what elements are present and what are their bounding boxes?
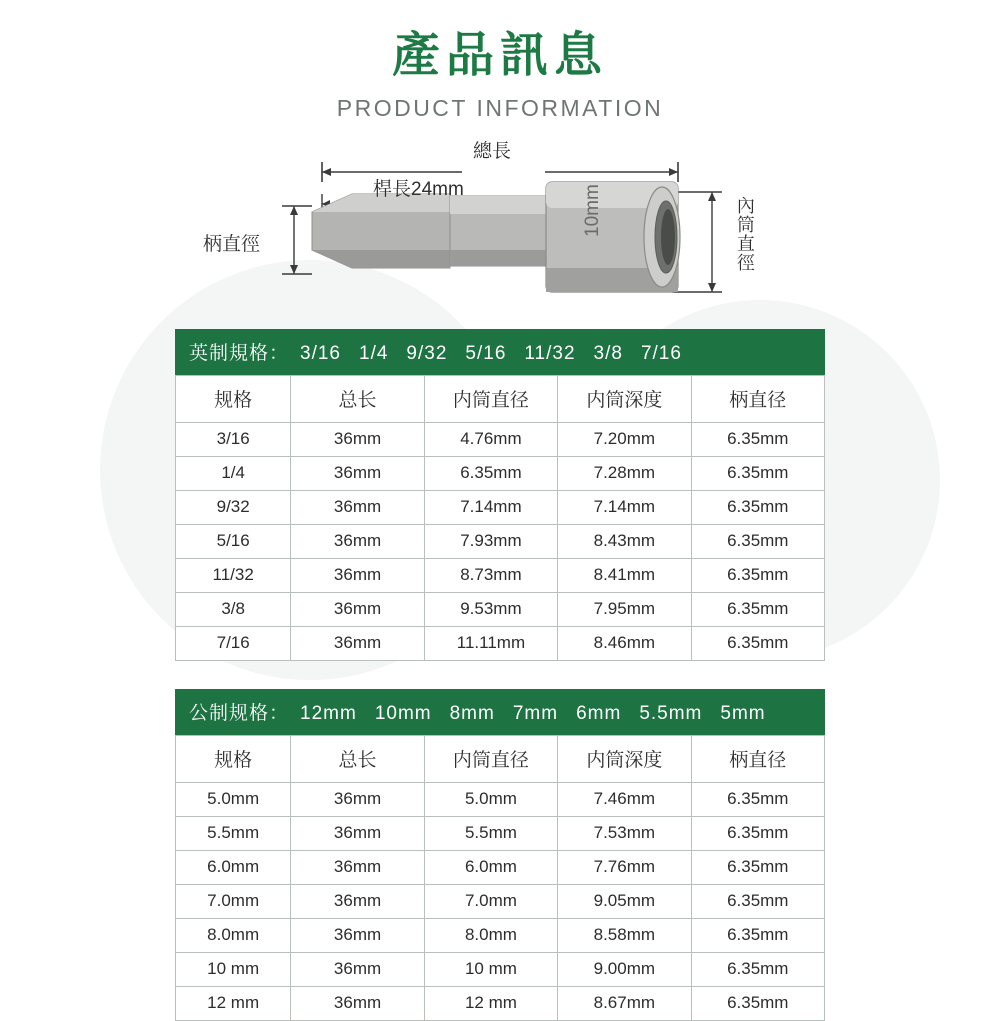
table-cell: 36mm [291,559,424,593]
table-row [176,423,825,457]
table-cell: 6.35mm [691,525,824,559]
column-header: 柄直径 [691,736,824,783]
table-cell: 6.35mm [691,817,824,851]
imperial-spec-banner [175,329,825,375]
table-cell: 7.0mm [176,885,291,919]
table-cell: 36mm [291,919,424,953]
table-cell: 7.14mm [558,491,691,525]
label-total-length: 總長 [473,141,512,163]
imperial-banner-value: 5/16 [465,343,507,365]
column-header: 内筒深度 [558,736,691,783]
table-cell: 6.35mm [691,593,824,627]
table-cell: 6.35mm [691,491,824,525]
table-cell: 9.00mm [558,953,691,987]
column-header: 内筒深度 [558,376,691,423]
table-cell: 6.35mm [424,457,557,491]
table-cell: 8.67mm [558,987,691,1021]
table-cell: 36mm [291,783,424,817]
table-cell: 11/32 [176,559,291,593]
table-cell: 7.93mm [424,525,557,559]
table-cell: 5.0mm [424,783,557,817]
metric-banner-value: 5mm [720,703,766,725]
column-header: 规格 [176,736,291,783]
table-row [176,525,825,559]
column-header: 总长 [291,736,424,783]
table-cell: 12 mm [176,987,291,1021]
table-row [176,491,825,525]
table-cell: 6.35mm [691,627,824,661]
table-row [176,885,825,919]
table-cell: 7/16 [176,627,291,661]
imperial-banner-value: 1/4 [359,343,389,365]
column-header: 柄直径 [691,376,824,423]
table-header-row [176,736,825,783]
table-cell: 7.14mm [424,491,557,525]
metric-banner-value: 6mm [576,703,622,725]
table-row [176,851,825,885]
table-cell: 5/16 [176,525,291,559]
table-cell: 36mm [291,817,424,851]
table-cell: 3/8 [176,593,291,627]
table-row [176,987,825,1021]
page-title: 產品訊息 [391,29,608,82]
metric-banner-value: 5.5mm [639,703,703,725]
table-cell: 10 mm [176,953,291,987]
column-header: 内筒直径 [424,736,557,783]
table-row [176,559,825,593]
metric-banner-value: 7mm [512,703,559,725]
label-shaft-length: 桿長24mm [373,179,464,201]
table-row [176,457,825,491]
table-cell: 8.73mm [424,559,557,593]
table-cell: 10 mm [424,953,557,987]
table-cell: 7.0mm [424,885,557,919]
metric-banner-value: 12mm [300,703,357,725]
imperial-banner-value: 3/16 [300,343,341,365]
table-cell: 6.35mm [691,783,824,817]
table-cell: 36mm [291,987,424,1021]
table-cell: 4.76mm [424,423,557,457]
metric-banner-label: 公制规格： [189,703,290,725]
table-cell: 5.0mm [176,783,291,817]
table-cell: 8.0mm [424,919,557,953]
table-cell: 6.0mm [424,851,557,885]
product-marking-text: 10mm [582,184,603,238]
table-row [176,627,825,661]
table-cell: 6.35mm [691,559,824,593]
table-cell: 36mm [291,885,424,919]
table-cell: 8.43mm [558,525,691,559]
label-inner-diameter: 內筒直徑 [734,196,755,273]
table-cell: 8.0mm [176,919,291,953]
imperial-spec-block [175,329,825,661]
table-cell: 7.28mm [558,457,691,491]
table-cell: 36mm [291,593,424,627]
table-cell: 6.35mm [691,457,824,491]
table-cell: 6.35mm [691,885,824,919]
table-cell: 36mm [291,627,424,661]
table-cell: 6.35mm [691,423,824,457]
imperial-banner-value: 11/32 [524,343,576,365]
page-subtitle: PRODUCT INFORMATION [336,95,664,122]
table-cell: 36mm [291,525,424,559]
table-cell: 5.5mm [424,817,557,851]
column-header: 规格 [176,376,291,423]
table-cell: 6.35mm [691,953,824,987]
metric-spec-block [175,689,825,1021]
table-cell: 5.5mm [176,817,291,851]
table-cell: 7.46mm [558,783,691,817]
table-row [176,783,825,817]
table-row [176,593,825,627]
table-cell: 6.0mm [176,851,291,885]
table-cell: 1/4 [176,457,291,491]
label-handle-diameter: 柄直徑 [203,234,261,256]
imperial-spec-table [175,375,825,661]
metric-spec-table [175,735,825,1021]
column-header: 总长 [291,376,424,423]
imperial-banner-value: 9/32 [406,343,448,365]
page-header [0,0,1000,122]
metric-banner-value: 10mm [374,703,432,725]
table-row [176,919,825,953]
table-cell: 9.05mm [558,885,691,919]
table-cell: 36mm [291,953,424,987]
table-cell: 7.76mm [558,851,691,885]
table-cell: 7.95mm [558,593,691,627]
table-cell: 9.53mm [424,593,557,627]
imperial-banner-value: 7/16 [640,343,682,365]
product-dimension-diagram [0,134,1000,319]
table-row [176,817,825,851]
table-cell: 3/16 [176,423,291,457]
table-row [176,953,825,987]
table-cell: 7.20mm [558,423,691,457]
table-cell: 9/32 [176,491,291,525]
table-cell: 36mm [291,457,424,491]
table-cell: 7.53mm [558,817,691,851]
imperial-banner-value: 3/8 [593,343,623,365]
metric-banner-value: 8mm [449,703,495,725]
table-header-row [176,376,825,423]
table-cell: 36mm [291,491,424,525]
table-cell: 8.46mm [558,627,691,661]
table-cell: 8.58mm [558,919,691,953]
table-cell: 6.35mm [691,919,824,953]
metric-spec-banner [175,689,825,735]
table-cell: 6.35mm [691,987,824,1021]
table-cell: 12 mm [424,987,557,1021]
table-cell: 36mm [291,851,424,885]
imperial-banner-label: 英制規格： [189,343,290,365]
table-cell: 8.41mm [558,559,691,593]
table-cell: 36mm [291,423,424,457]
table-cell: 6.35mm [691,851,824,885]
column-header: 内筒直径 [424,376,557,423]
table-cell: 11.11mm [424,627,557,661]
